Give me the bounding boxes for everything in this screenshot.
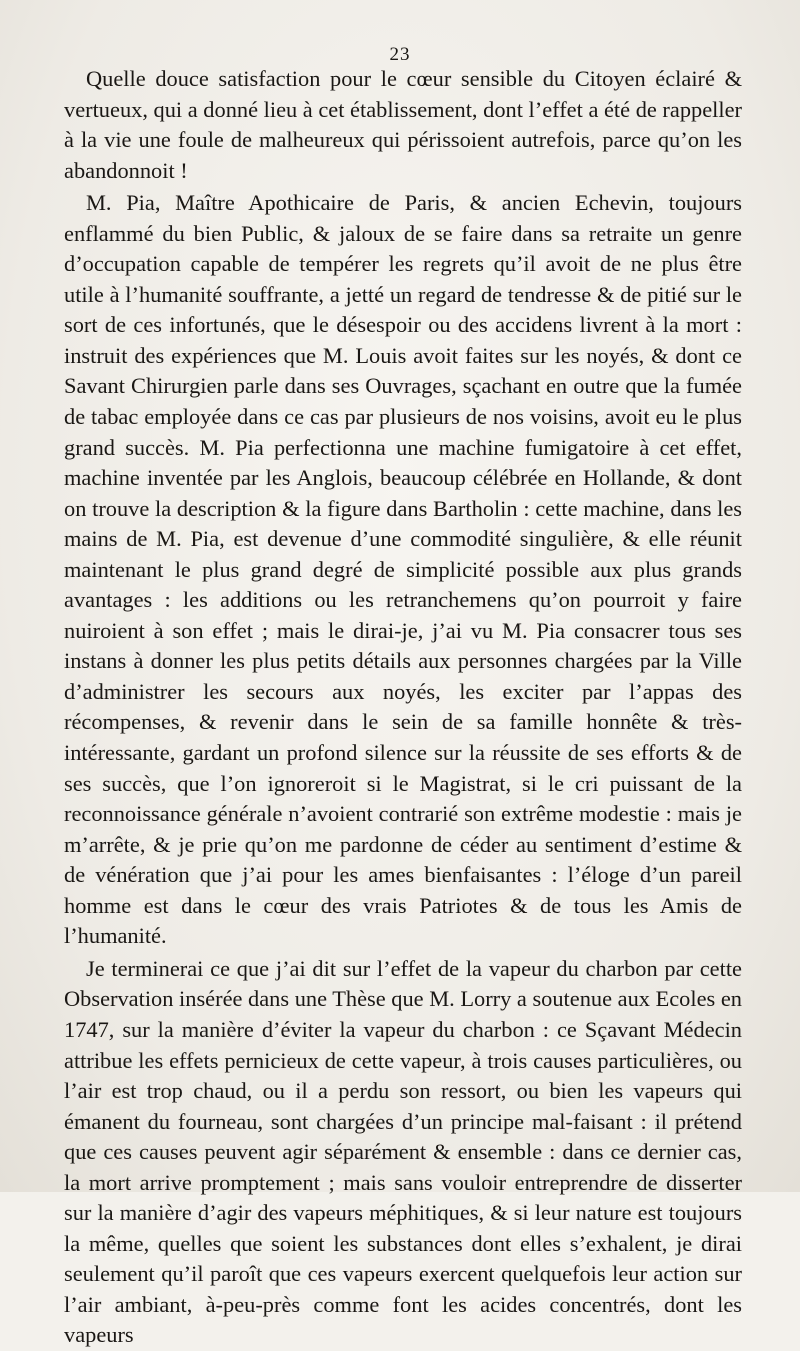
body-text: [64, 64, 742, 1351]
paragraph-2: M. Pia, Maître Apothicaire de Paris, & ancien Echevin, toujours enflammé du bien Public, & jaloux de se faire dans sa retraite un genre d’occupation capable de tempérer les regrets qu’il avoit de ne plus être utile à l’humanité souffrante, a jetté un regard de tendresse & de pitié sur le sort de ces infortunés, que le désespoir ou des accidens livrent à la mort : instruit des expériences que M. Louis avoit faites sur les noyés, & dont ce Savant Chirurgien parle dans ses Ouvrages, sçachant en outre que la fumée de tabac employée dans ce cas par plusieurs de nos voisins, avoit eu le plus grand succès. M. Pia perfectionna une machine fumigatoire à cet effet, machine inventée par les Anglois, beaucoup célébrée en Hollande, & dont on trouve la description & la figure dans Bartholin : cette machine, dans les mains de M. Pia, est devenue d’une commodité singulière, & elle réunit maintenant le plus grand degré de simplicité possible aux plus grands avantages : les additions ou les retranchemens qu’on pourroit y faire nuiroient à son effet ; mais le dirai-je, j’ai vu M. Pia consacrer tous ses instans à donner les plus petits détails aux personnes chargées par la Ville d’administrer les secours aux noyés, les exciter par l’appas des récompenses, & revenir dans le sein de sa famille honnête & très-intéressante, gardant un profond silence sur la réussite de ses efforts & de ses succès, que l’on ignoreroit si le Magistrat, si le cri puissant de la reconnoissance générale n’avoient contrarié son extrême modestie : mais je m’arrête, & je prie qu’on me pardonne de céder au sentiment d’estime & de vénération que j’ai pour les ames bienfaisantes : l’éloge d’un pareil homme est dans le cœur des vrais Patriotes & de tous les Amis de l’humanité.: [64, 190, 742, 949]
paragraph-3: Je terminerai ce que j’ai dit sur l’effet de la vapeur du charbon par cette Observation insérée dans une Thèse que M. Lorry a soutenue aux Ecoles en 1747, sur la manière d’éviter la vapeur du charbon : ce Sçavant Médecin attribue les effets pernicieux de cette vapeur, à trois causes particulières, ou l’air est trop chaud, ou il a perdu son ressort, ou bien les vapeurs qui émanent du fourneau, sont chargées d’un principe mal-faisant : il prétend que ces causes peuvent agir séparément & ensemble : dans ce dernier cas, la mort arrive promptement ; mais sans vouloir entreprendre de disserter sur la manière d’agir des vapeurs méphitiques, & si leur nature est toujours la même, quelles que soient les substances dont elles s’exhalent, je dirai seulement qu’il paroît que ces vapeurs exercent quelquefois leur action sur l’air ambiant, à-peu-près comme font les acides concentrés, dont les vapeurs: [64, 955, 742, 1348]
paragraph-1: Quelle douce satisfaction pour le cœur sensible du Citoyen éclairé & vertueux, qui a donné lieu à cet établissement, dont l’effet a été de rappeller à la vie une foule de malheureux qui périssoient autrefois, parce qu’on les abandonnoit !: [64, 66, 742, 183]
page-number: 23: [389, 44, 411, 65]
